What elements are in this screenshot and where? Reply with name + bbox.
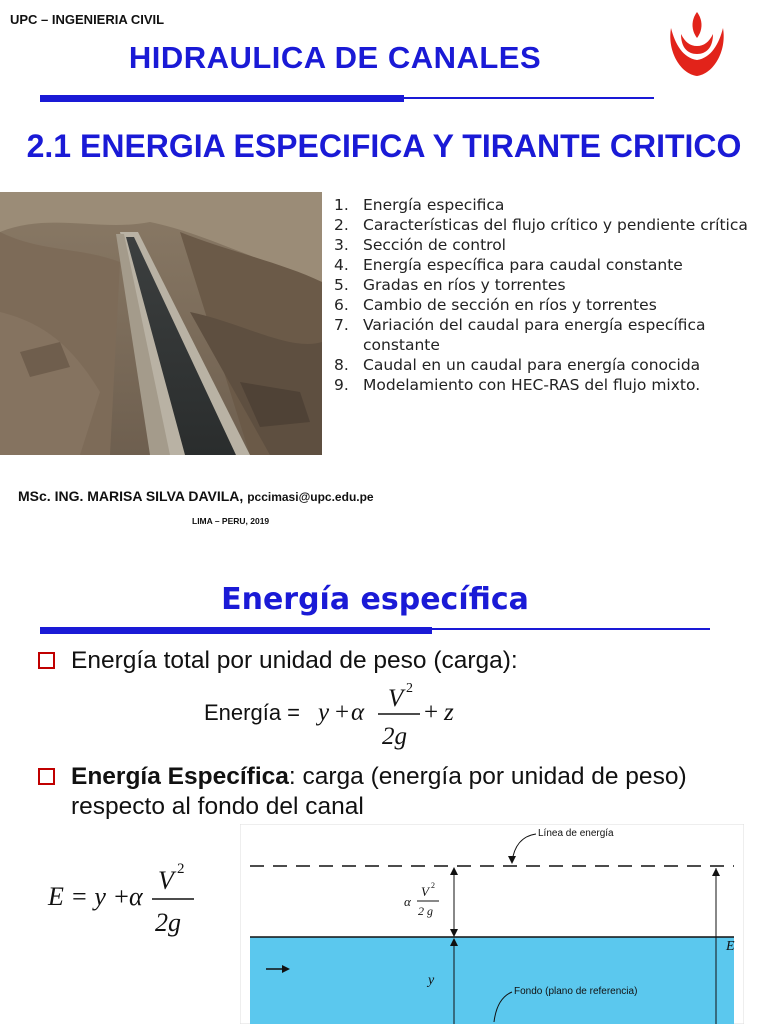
svg-text:α: α xyxy=(404,894,411,909)
author-name: MSc. ING. MARISA SILVA DAVILA, xyxy=(18,488,244,504)
bullet-square-icon xyxy=(38,652,55,669)
slide-specific-energy xyxy=(0,560,768,1024)
specific-energy-diagram xyxy=(240,824,744,1024)
place-date: LIMA – PERU, 2019 xyxy=(192,516,270,526)
formula-den: 2g xyxy=(382,723,407,750)
formula-num: V xyxy=(158,866,174,895)
canal-photo xyxy=(0,192,322,455)
formula-lhs: E = y + xyxy=(48,882,131,911)
author-line xyxy=(18,488,374,504)
formula-alpha: α xyxy=(351,699,365,726)
bullet-specific-energy: Energía Específica: carga (energía por unidad de peso) respecto al fondo del canal xyxy=(38,762,748,822)
list-item: 4. Energía específica para caudal constante xyxy=(334,256,683,274)
list-item: 1. Energía especifica xyxy=(334,196,505,214)
specific-energy-formula xyxy=(18,843,228,951)
list-item: 5. Gradas en ríos y torrentes xyxy=(334,276,566,294)
list-item: 2. Características del flujo crítico y pendiente crítica xyxy=(334,216,748,234)
author-email: pccimasi@upc.edu.pe xyxy=(247,490,374,504)
formula-exp: 2 xyxy=(177,861,185,877)
formula-lhs: Energía = xyxy=(204,700,301,725)
upc-logo-icon xyxy=(657,4,737,90)
title-rule-thick xyxy=(40,95,404,102)
list-item: 8. Caudal en un caudal para energía conocida xyxy=(334,356,701,374)
total-energy-formula xyxy=(198,674,480,750)
topic-list xyxy=(334,195,764,395)
list-item: 3. Sección de control xyxy=(334,236,506,254)
slide-title: Energía específica xyxy=(221,582,529,617)
title-rule-thick xyxy=(40,627,432,634)
svg-text:2: 2 xyxy=(431,881,435,890)
section-title: 2.1 ENERGIA ESPECIFICA Y TIRANTE CRITICO xyxy=(26,128,742,164)
depth-label: y xyxy=(428,973,435,988)
formula-y: y xyxy=(318,699,330,726)
svg-text:V: V xyxy=(421,884,429,899)
E-label: E xyxy=(726,939,735,954)
title-rule-thin xyxy=(404,97,654,99)
top-label: UPC – INGENIERIA CIVIL xyxy=(10,12,165,27)
bullet-total-energy: Energía total por unidad de peso (carga): xyxy=(38,646,748,676)
list-item: 9. Modelamiento con HEC-RAS del flujo mixto. xyxy=(334,376,701,394)
list-item: 6. Cambio de sección en ríos y torrentes xyxy=(334,296,657,314)
formula-plus: + xyxy=(335,699,350,726)
energy-line-label: Línea de energía xyxy=(538,828,614,839)
formula-alpha: α xyxy=(129,882,143,911)
formula-z: z xyxy=(444,699,454,726)
bottom-label: Fondo (plano de referencia) xyxy=(514,986,638,997)
svg-text:+: + xyxy=(424,699,439,726)
svg-text:2 g: 2 g xyxy=(418,904,433,918)
bullet-square-icon xyxy=(38,768,55,785)
water-body xyxy=(250,937,734,1024)
title-rule-thin xyxy=(432,628,710,630)
formula-exp: 2 xyxy=(406,681,413,696)
list-item: 7. Variación del caudal para energía específica constante xyxy=(334,316,706,354)
formula-den: 2g xyxy=(155,908,181,937)
course-title: HIDRAULICA DE CANALES xyxy=(128,40,542,75)
formula-num: V xyxy=(388,685,404,712)
